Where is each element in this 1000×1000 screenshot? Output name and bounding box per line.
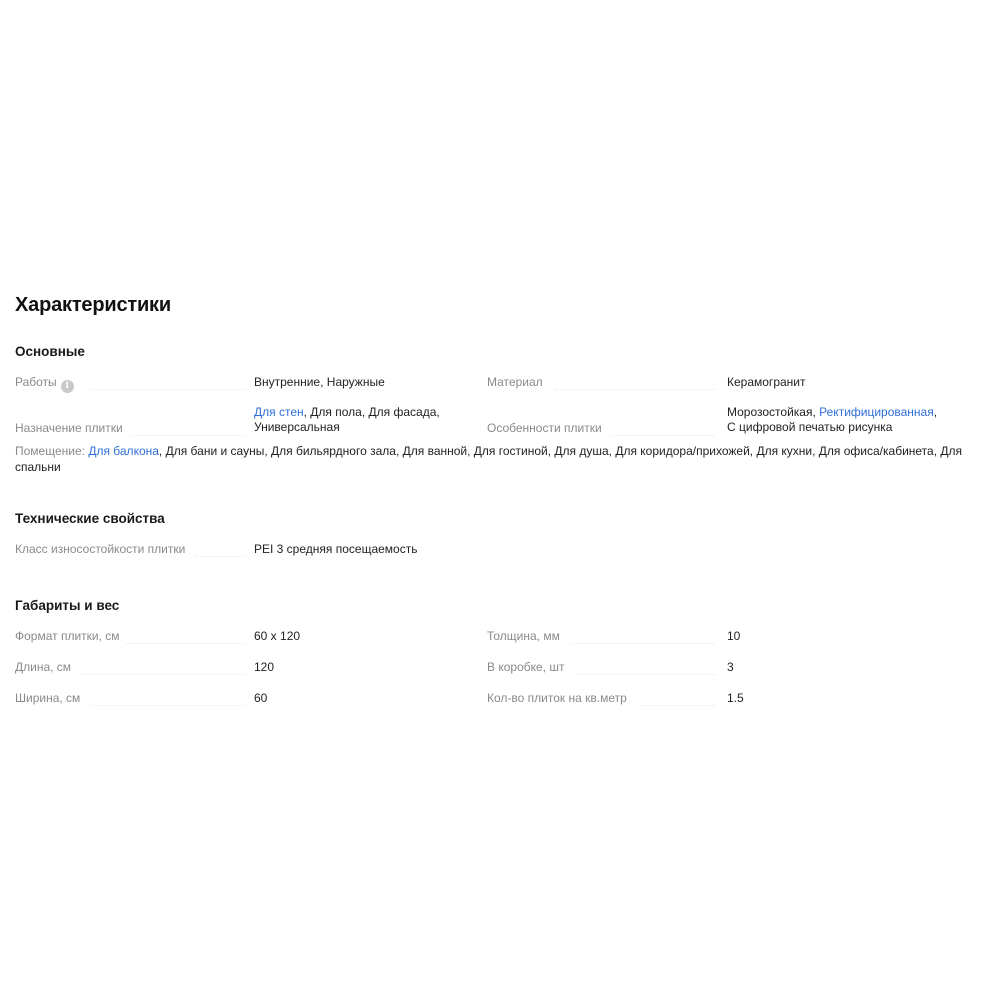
per-box-value: 3 [727, 660, 734, 674]
material-value: Керамогранит [727, 375, 806, 389]
dotted-leader [575, 673, 715, 675]
purpose-link-walls[interactable]: Для стен [254, 405, 304, 419]
per-sqm-label: Кол-во плиток на кв.метр [487, 691, 627, 705]
features-label: Особенности плитки [487, 421, 602, 435]
material-label: Материал [487, 375, 543, 389]
page-title: Характеристики [15, 294, 171, 316]
width-value: 60 [254, 691, 268, 705]
room-row [15, 444, 975, 475]
features-start: Морозостойкая, [727, 405, 820, 419]
dotted-leader [90, 388, 245, 390]
dotted-leader [125, 642, 245, 644]
room-link-balcony[interactable]: Для балкона [88, 444, 159, 458]
info-icon[interactable]: i [61, 380, 74, 393]
wear-label: Класс износостойкости плитки [15, 542, 186, 556]
room-value: , Для бани и сауны, Для бильярдного зала, Для ванной, Для гостиной, Для душа, Для коридора/прихожей, Для кухни, Для офиса/кабинета, Для спальни [15, 444, 963, 474]
format-label: Формат плитки, см [15, 629, 120, 643]
per-box-label: В коробке, шт [487, 660, 565, 674]
dotted-leader [610, 434, 715, 436]
dotted-leader [130, 434, 245, 436]
section-title-technical: Технические свойства [15, 511, 165, 526]
format-value: 60 x 120 [254, 629, 301, 643]
room-label: Помещение: [15, 444, 85, 458]
works-label [15, 375, 74, 393]
thickness-label: Толщина, мм [487, 629, 560, 643]
features-end: , [933, 405, 938, 419]
section-title-dimensions: Габариты и вес [15, 598, 120, 613]
width-label: Ширина, см [15, 691, 81, 705]
dotted-leader [570, 642, 715, 644]
works-value: Внутренние, Наружные [254, 375, 385, 389]
dotted-leader [195, 555, 245, 557]
purpose-line2: Универсальная [254, 420, 340, 434]
dotted-leader [80, 673, 245, 675]
length-value: 120 [254, 660, 275, 674]
purpose-rest: , Для пола, Для фасада, [303, 405, 440, 419]
dotted-leader [640, 704, 715, 706]
section-title-basic: Основные [15, 344, 85, 359]
per-sqm-value: 1.5 [727, 691, 744, 705]
purpose-label: Назначение плитки [15, 421, 123, 435]
wear-value: PEI 3 средняя посещаемость [254, 542, 418, 556]
features-value [727, 405, 937, 435]
length-label: Длина, см [15, 660, 72, 674]
purpose-value [254, 405, 440, 435]
dotted-leader [90, 704, 245, 706]
dotted-leader [555, 388, 715, 390]
features-line2: С цифровой печатью рисунка [727, 420, 893, 434]
works-label-text: Работы [15, 375, 57, 389]
thickness-value: 10 [727, 629, 741, 643]
features-link-rectified[interactable]: Ректифицированная [819, 405, 934, 419]
